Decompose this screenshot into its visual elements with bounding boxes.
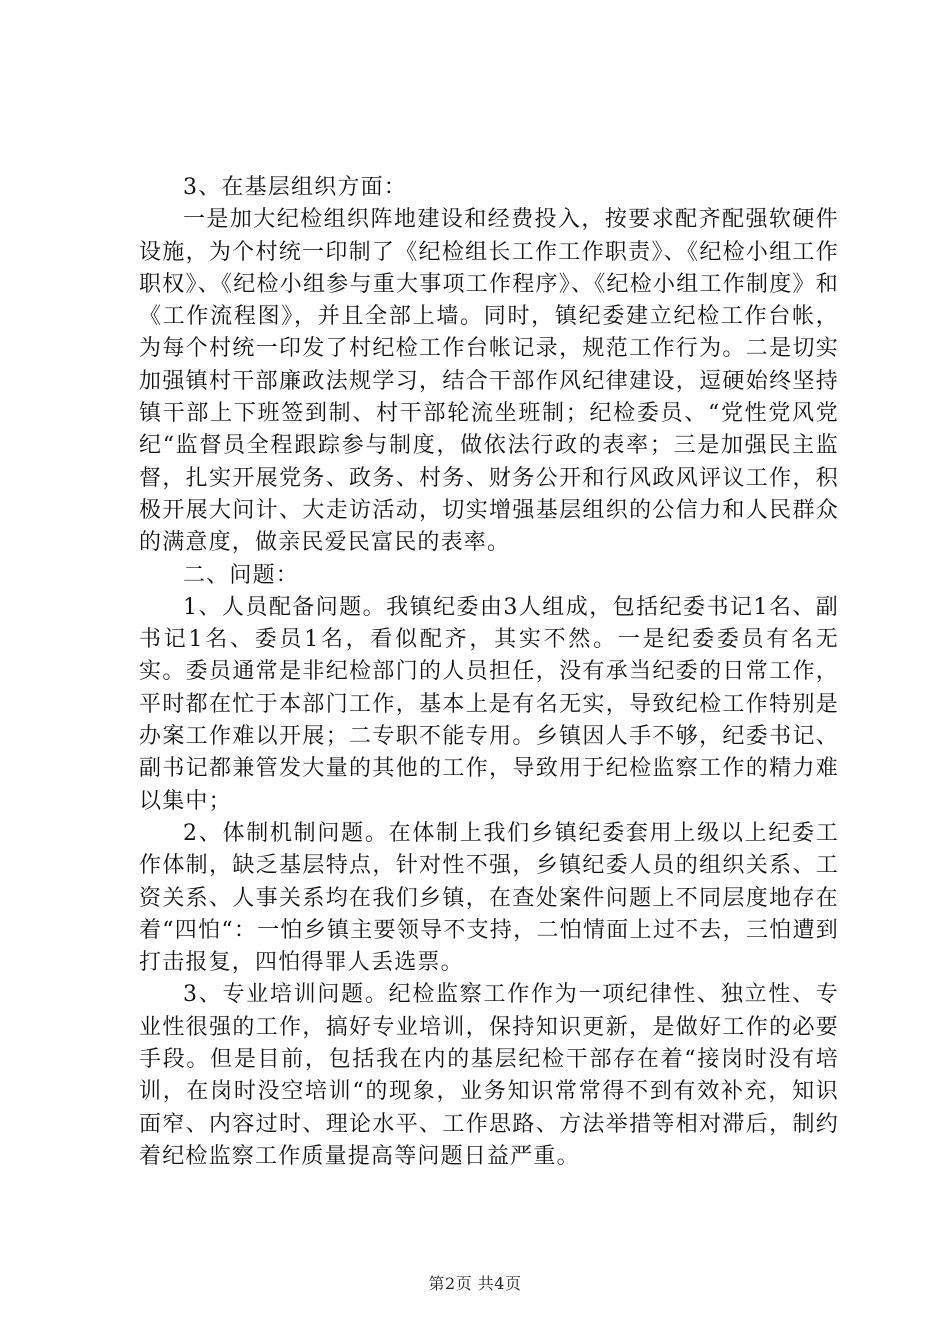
document-body [139,172,839,1173]
page-number-footer: 第2页 共4页 [428,1274,522,1293]
paragraph-grassroots-measures: 一是加大纪检组织阵地建设和经费投入，按要求配齐配强软硬件设施，为个村统一印制了《纪检组长工作工作职责》、《纪检小组工作职权》、《纪检小组参与重大事项工作程序》、《纪检小组工作制度》和《工作流程图》，并且全部上墙。同时，镇纪委建立纪检工作台帐，为每个村统一印发了村纪检工作台帐记录，规范工作行为。二是切实加强镇村干部廉政法规学习，结合干部作风纪律建设，逗硬始终坚持镇干部上下班签到制、村干部轮流坐班制；纪检委员、“党性党风党纪“监督员全程跟踪参与制度，做依法行政的表率；三是加强民主监督，扎实开展党务、政务、村务、财务公开和行风政风评议工作，积极开展大问计、大走访活动，切实增强基层组织的公信力和人民群众的满意度，做亲民爱民富民的表率。 [139,207,839,556]
paragraph-heading-problems: 二、问题： [183,562,300,588]
paragraph-system-problem: 2、体制机制问题。在体制上我们乡镇纪委套用上级以上纪委工作体制，缺乏基层特点，针对性不强，乡镇纪委人员的组织关系、工资关系、人事关系均在我们乡镇，在查处案件问题上不同层度地存在着“四怕“：一怕乡镇主要领导不支持，二怕情面上过不去，三怕遭到打击报复，四怕得罪人丢选票。 [139,820,839,976]
paragraph-training-problem: 3、专业培训问题。纪检监察工作作为一项纪律性、独立性、专业性很强的工作，搞好专业培训，保持知识更新，是做好工作的必要手段。但是目前，包括我在内的基层纪检干部存在着“接岗时没有培训，在岗时没空培训“的现象，业务知识常常得不到有效补充，知识面窄、内容过时、理论水平、工作思路、方法举措等相对滞后，制约着纪检监察工作质量提高等问题日益严重。 [139,982,839,1169]
paragraph-staffing-problem: 1、人员配备问题。我镇纪委由3人组成，包括纪委书记1名、副书记1名、委员1名，看似配齐，其实不然。一是纪委委员有名无实。委员通常是非纪检部门的人员担任，没有承当纪委的日常工作，平时都在忙于本部门工作，基本上是有名无实，导致纪检工作特别是办案工作难以开展；二专职不能专用。乡镇因人手不够，纪委书记、副书记都兼管发大量的其他的工作，导致用于纪检监察工作的精力难以集中； [139,594,839,814]
paragraph-heading-grassroots: 3、在基层组织方面： [183,175,407,200]
